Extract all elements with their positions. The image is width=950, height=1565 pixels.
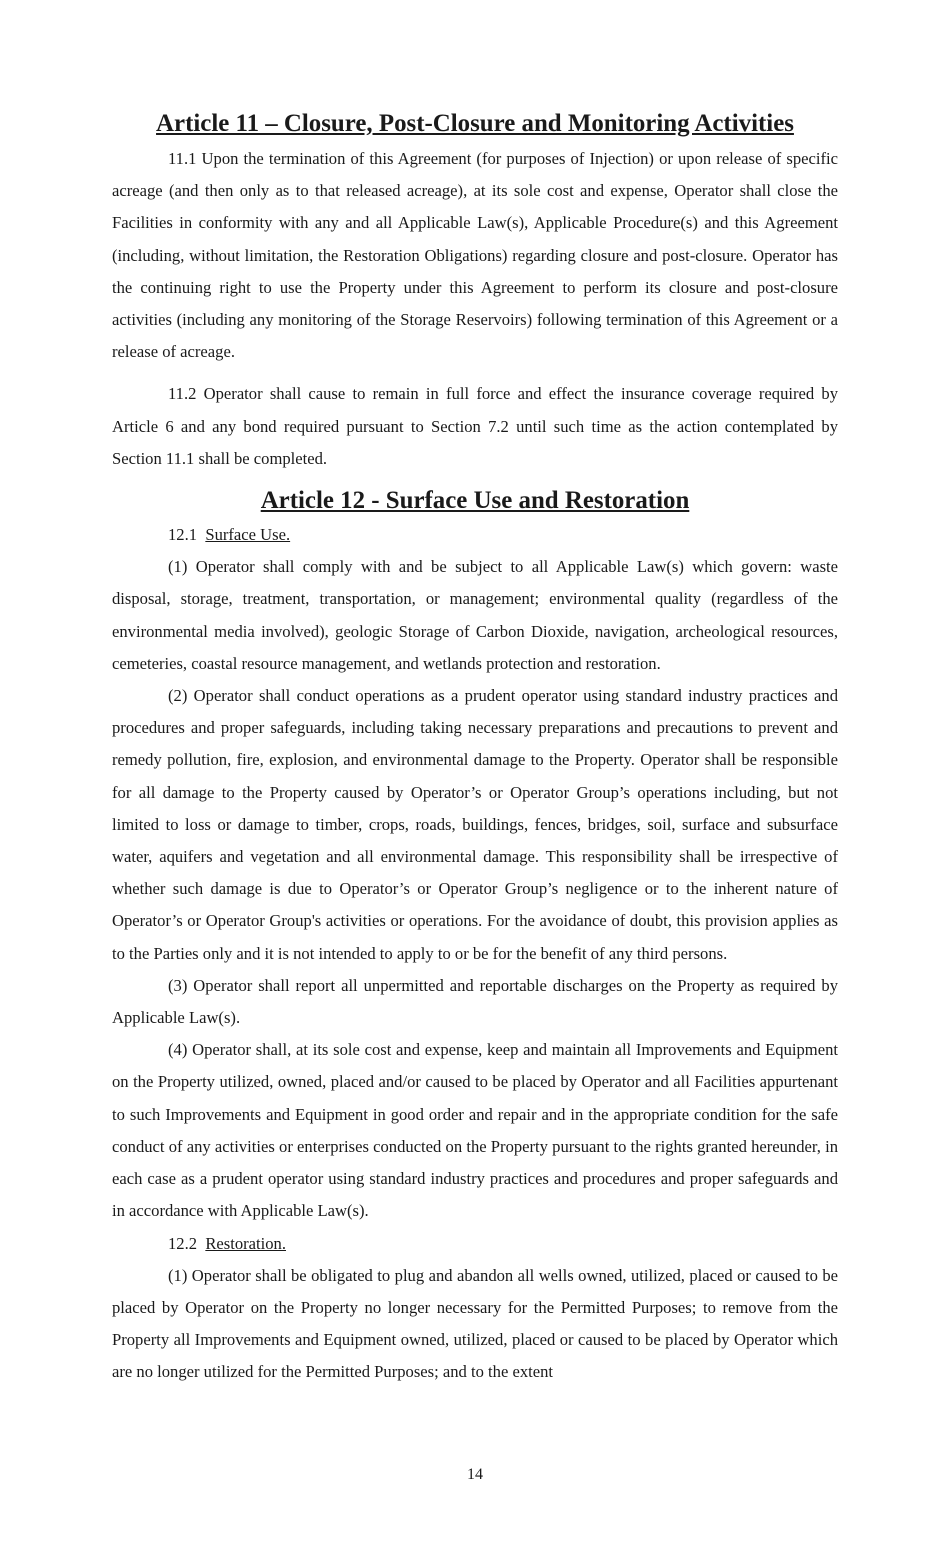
section-11-1-paragraph: 11.1 Upon the termination of this Agreement (for purposes of Injection) or upon release of specific acreage (and then only as to that released acreage), at its sole cost and expense, Operator shall close the Facilities in conformity with any and all Applicable Law(s), Applicable Procedure(s) and this Agreement (including, without limitation, the Restoration Obligations) regarding closure and post-closure. Operator has the continuing right to use the Property under this Agreement to perform its closure and post-closure activities (including any monitoring of the Storage Reservoirs) following termination of this Agreement or a release of acreage. [112,149,838,362]
section-12-1-item-3: (3) Operator shall report all unpermitted and reportable discharges on the Property as required by Applicable Law(s). [112,975,838,1028]
section-12-1-number: 12.1 [168,525,198,545]
page-number: 14 [467,1466,483,1483]
document-page [112,110,838,1389]
section-12-1-item-4: (4) Operator shall, at its sole cost and expense, keep and maintain all Improvements and Equipment on the Property utilized, owned, placed and/or caused to be placed by Operator and all Facilities appurtenant to such Improvements and Equipment in good order and repair and in the appropriate condition for the safe conduct of any activities or enterprises conducted on the Property pursuant to the rights granted hereunder, in each case as a prudent operator using standard industry practices and procedures and proper safeguards and in accordance with Applicable Law(s). [112,1040,838,1221]
article-12-heading: Article 12 - Surface Use and Restoration [260,487,690,515]
section-12-1-item-2: (2) Operator shall conduct operations as a prudent operator using standard industry practices and procedures and proper safeguards, including taking necessary preparations and precautions to prevent and remedy pollution, fire, explosion, and environmental damage to the Property. Operator shall be responsible for all damage to the Property caused by Operator’s or Operator Group’s operations including, but not limited to loss or damage to timber, crops, roads, buildings, fences, bridges, soil, surface and subsurface water, aquifers and vegetation and all environmental damage. This responsibility shall be irrespective of whether such damage is due to Operator’s or Operator Group’s negligence or to the inherent nature of Operator’s or Operator Group's activities or operations. For the avoidance of doubt, this provision applies as to the Parties only and it is not intended to apply to or be for the benefit of any third persons. [112,686,838,963]
section-12-2-item-1: (1) Operator shall be obligated to plug and abandon all wells owned, utilized, placed or caused to be placed by Operator on the Property no longer necessary for the Permitted Purposes; to remove from the Property all Improvements and Equipment owned, utilized, placed or caused to be placed by Operator which are no longer utilized for the Permitted Purposes; and to the extent [112,1265,838,1382]
article-11-heading: Article 11 – Closure, Post-Closure and Monitoring Activities [156,110,794,137]
section-12-1-item-1: (1) Operator shall comply with and be subject to all Applicable Law(s) which govern: waste disposal, storage, treatment, transportation, or management; environmental quality (regardless of the environmental media involved), geologic Storage of Carbon Dioxide, navigation, archeological resources, cemeteries, coastal resource management, and wetlands protection and restoration. [112,557,838,673]
section-12-1-title: Surface Use. [205,525,291,545]
section-12-1-label [112,519,838,551]
section-12-2-title: Restoration. [205,1233,286,1253]
section-12-2-label [112,1228,838,1260]
section-12-2-number: 12.2 [168,1233,198,1253]
section-11-2-paragraph: 11.2 Operator shall cause to remain in full force and effect the insurance coverage required by Article 6 and any bond required pursuant to Section 7.2 until such time as the action contemplated by Section 11.1 shall be completed. [112,384,838,468]
